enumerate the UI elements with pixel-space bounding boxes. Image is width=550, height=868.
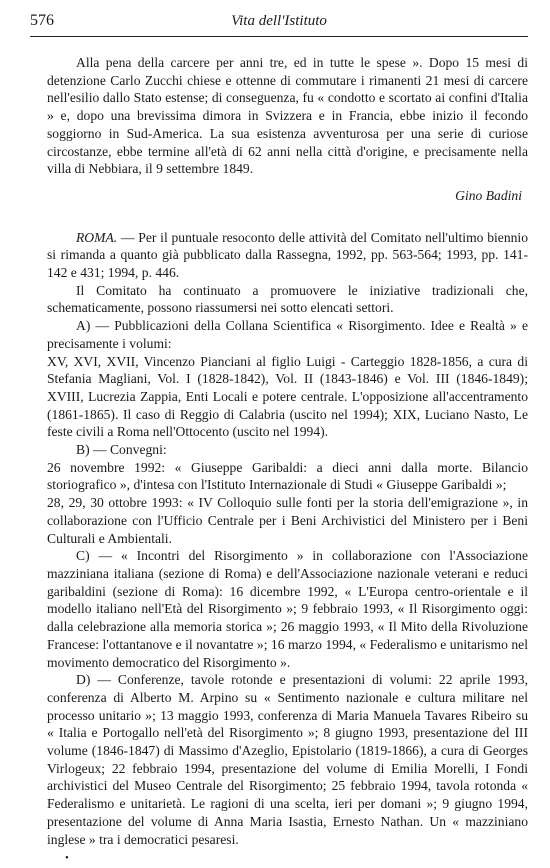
roma-paragraph-text: — Per il puntuale resoconto delle attività del Comitato nell'ultimo biennio si rimanda a quanto già pubblicato dalla Rassegna, 1992, pp. 563-564; 1993, pp. 141-142 e 431; 1994, p. 446.	[47, 229, 528, 281]
author-signature: Gino Badini	[455, 187, 522, 203]
page-header	[30, 12, 528, 37]
intro-paragraph: Alla pena della carcere per anni tre, ed in tutte le spese ». Dopo 15 mesi di detenzione Carlo Zucchi chiese e ottenne di commutare i rimanenti 21 mesi di carcere nell'esilio dallo Stato estense; di conseguenza, fu « condotto e scortato ai confini d'Italia » e, dopo una brevissima dimora in Svizzera e in Francia, ebbe inizio il fecondo soggiorno in Sud-America. La sua esistenza avventurosa per una serie di curiose circostanze, ebbe termine all'età di 62 anni nella città d'origine, e precisamente nella villa di Nebbiara, il 9 settembre 1849.	[47, 55, 528, 177]
section-c-incontri: C) — « Incontri del Risorgimento » in collaborazione con l'Associazione mazziniana italiana (sezione di Roma) e dell'Associazione nazionale veterani e reduci garibaldini (sezione di Roma): 16 dicembre 1992, « L'Europa centro-orientale e il modello italiano nell'Età del Risorgimento »; 9 febbraio 1993, « Il Risorgimento oggi: dalla celebrazione alla memoria storica »; 26 maggio 1993, « Il Mito della Rivoluzione Francese: l'ottantanove e il novantatre »; 16 marzo 1994, « Federalismo e unitarismo nel movimento democratico del Risorgimento ».	[47, 548, 528, 670]
section-a-heading: A) — Pubblicazioni della Collana Scientifica « Risorgimento. Idee e Realtà » e precisamente i volumi:	[47, 318, 528, 351]
bullet-icon: •	[65, 852, 69, 865]
comitato-paragraph: Il Comitato ha continuato a promuovere le iniziative tradizionali che, schematicamente, possono riassumersi nei sotto elencati settori.	[47, 282, 528, 316]
page-body	[47, 54, 528, 868]
roma-paragraph	[47, 229, 528, 282]
page-number: 576	[30, 12, 54, 29]
section-a-volumes: XV, XVI, XVII, Vincenzo Pianciani al figlio Luigi - Carteggio 1828-1856, a cura di Stefania Magliani, Vol. I (1828-1842), Vol. II (1843-1846) e Vol. III (1846-1849); XVIII, Lucrezia Zappia, Enti Locali e potere centrale. L'opposizione all'accentramento (1861-1865). Il caso di Reggio di Calabria (uscito nel 1994); XIX, Luciano Nasto, Le feste civili a Roma nell'Ottocento (uscito nel 1994).	[47, 353, 528, 440]
section-b-convegno-1993: 28, 29, 30 ottobre 1993: « IV Colloquio sulle fonti per la storia dell'emigrazione », in collaborazione con l'Ufficio Centrale per i Beni Archivistici del Ministero per i Beni Culturali e Ambientali.	[47, 495, 528, 546]
section-b-convegno-1992: 26 novembre 1992: « Giuseppe Garibaldi: a dieci anni dalla morte. Bilancio storiografico », d'intesa con l'Istituto Internazionale di Studi « Giuseppe Garibaldi »;	[47, 459, 528, 493]
section-b-heading: B) — Convegni:	[76, 442, 167, 458]
roma-label: ROMA.	[76, 229, 118, 245]
running-title: Vita dell'Istituto	[231, 13, 327, 29]
section-d-conferenze: D) — Conferenze, tavole rotonde e presentazioni di volumi: 22 aprile 1993, conferenza di Alberto M. Arpino su « Sentimento nazionale e cultura militare nel processo unitario »; 13 maggio 1993, conferenza di Maria Manuela Tavares Ribeiro su « Italia e Portogallo nell'età del Risorgimento »; 8 giugno 1993, presentazione del III volume (1846-1847) di Massimo d'Azeglio, Epistolario (1819-1866), a cura di Georges Virlogeux; 22 febbraio 1994, presentazione del volume di Emilia Morelli, I Fondi archivistici del Museo Centrale del Risorgimento; 25 febbraio 1994, tavola rotonda « Federalismo e unitarietà. Le ragioni di una scelta, ieri per domani »; 9 giugno 1994, presentazione del volume di Anna Maria Isastia, Ernesto Nathan. Un « mazziniano inglese » tra i democratici pesaresi.	[47, 672, 528, 847]
end-mark	[47, 848, 528, 868]
